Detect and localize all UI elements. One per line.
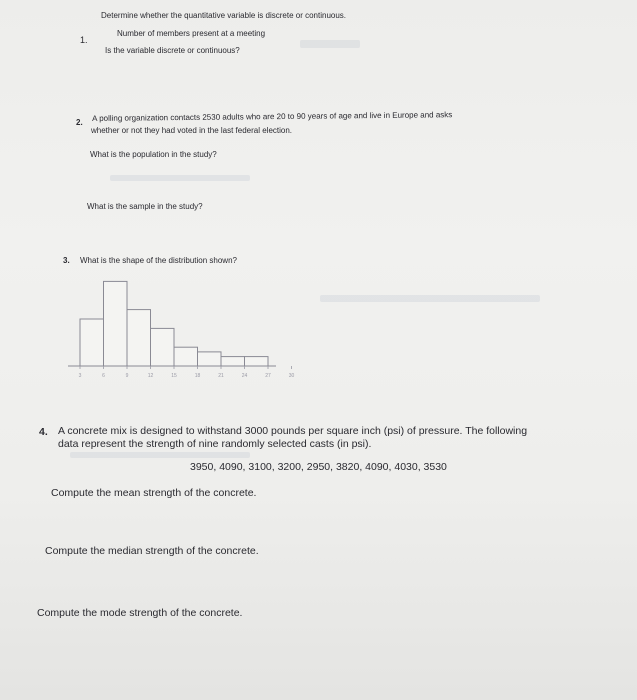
histogram-tick-label: 3 — [78, 373, 82, 379]
histogram-bar — [198, 352, 222, 366]
q1-number: 1. — [80, 35, 88, 45]
q1-prompt: Determine whether the quantitative variable is discrete or continuous. — [101, 11, 347, 20]
q2-population-question: What is the population in the study? — [90, 150, 217, 159]
histogram-tick-label: 24 — [241, 373, 248, 379]
histogram-tick-label: 15 — [171, 373, 177, 379]
q4-text-line2: data represent the strength of nine randomly selected casts (in psi). — [58, 438, 372, 450]
histogram-tick-label: 6 — [102, 373, 105, 379]
histogram-tick-label: 27 — [265, 373, 271, 379]
histogram-bar — [80, 319, 104, 366]
histogram-bar — [104, 281, 128, 366]
histogram-tick-label: 21 — [218, 373, 224, 379]
q2-text-line2: whether or not they had voted in the last federal election. — [91, 126, 293, 135]
q4-data-values: 3950, 4090, 3100, 3200, 2950, 3820, 4090, 4030, 3530 — [190, 461, 447, 473]
histogram-bar — [174, 347, 198, 366]
q4-mode-question: Compute the mode strength of the concrete. — [37, 607, 243, 619]
q4-mean-question: Compute the mean strength of the concrete. — [51, 487, 257, 499]
histogram-tick-label: 18 — [194, 373, 201, 379]
show-through-mark — [320, 295, 540, 302]
histogram-tick-label: 9 — [125, 373, 129, 379]
show-through-mark — [110, 175, 250, 181]
q2-text-line1: A polling organization contacts 2530 adults who are 20 to 90 years of age and live in Europe and asks — [92, 110, 453, 123]
show-through-mark — [300, 40, 360, 48]
histogram-bar — [151, 328, 175, 366]
q4-median-question: Compute the median strength of the concrete. — [45, 545, 259, 557]
histogram-tick-label: 12 — [147, 373, 154, 379]
q2-number: 2. — [76, 118, 83, 127]
q3-number: 3. — [63, 256, 70, 265]
q1-question: Is the variable discrete or continuous? — [105, 46, 240, 55]
histogram-tick-label: 30 — [288, 373, 295, 379]
q3-question: What is the shape of the distribution shown? — [80, 256, 237, 265]
histogram-bar — [127, 310, 151, 366]
show-through-mark — [70, 452, 250, 458]
histogram-bar — [221, 357, 245, 366]
histogram-chart — [60, 266, 330, 386]
histogram-bar — [245, 357, 269, 366]
q1-variable: Number of members present at a meeting — [117, 29, 266, 38]
q2-sample-question: What is the sample in the study? — [87, 202, 203, 211]
q4-text-line1: A concrete mix is designed to withstand 3000 pounds per square inch (psi) of pressure. The following — [58, 425, 528, 437]
q4-number: 4. — [39, 426, 48, 438]
